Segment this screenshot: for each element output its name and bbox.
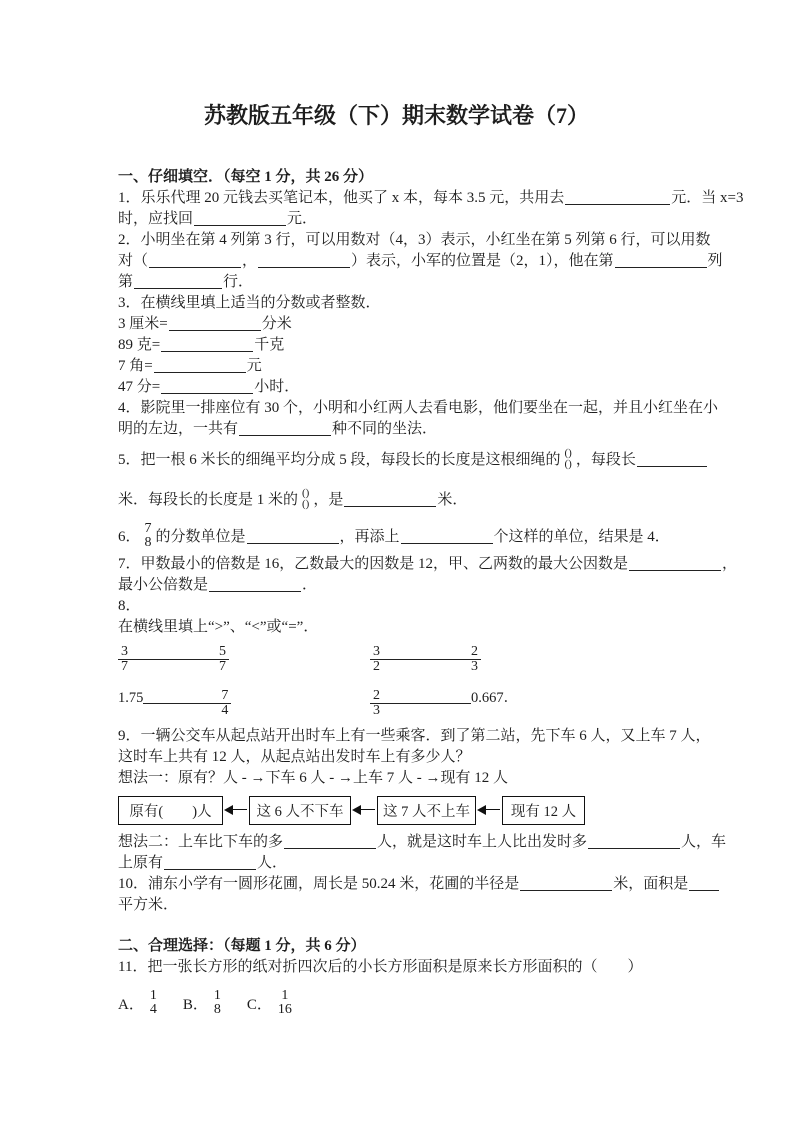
question-9-text: 人． (257, 855, 288, 871)
question-5-line-2 (118, 480, 678, 520)
fraction-denominator: 7 (118, 659, 131, 674)
fraction-denominator: 7 (216, 659, 229, 674)
blank-underline (383, 703, 471, 704)
fraction-denominator: 2 (370, 659, 383, 674)
fraction-blank (565, 448, 572, 470)
question-2-text: 列 (707, 253, 723, 269)
unit-conversion-text: 47 分= (118, 379, 161, 395)
question-3-item-cm (118, 314, 678, 335)
question-11-options (118, 984, 678, 1022)
fraction-numerator: 2 (373, 687, 380, 703)
question-5-line-1 (118, 440, 678, 480)
blank-underline (134, 275, 222, 289)
question-10-line-1 (118, 874, 689, 895)
option-c-label: C． (246, 996, 272, 1013)
decimal-value: 1.75 (118, 690, 144, 706)
fraction-numerator: 2 (471, 643, 478, 659)
fraction-numerator: 5 (219, 643, 226, 659)
blank-underline (689, 877, 719, 891)
question-4-line-1: 4．影院里一排座位有 30 个，小明和小红两人去看电影，他们要坐在一起，并且小红坐在小 (118, 400, 719, 416)
fraction-five-sevenths (216, 645, 229, 674)
question-6-text: ，再添上 (339, 529, 400, 545)
question-2-text: ）表示，小军的位置是（2，1），他在第 (351, 253, 614, 269)
fraction-two-thirds (370, 689, 383, 718)
question-9-line-1: 9．一辆公交车从起点站开出时车上有一些乘客．到了第二站，先下车 6 人，又上车 7 人， (118, 728, 711, 744)
blank-underline (383, 659, 468, 660)
question-9-line-2: 这时车上共有 12 人，从起点站出发时车上有多少人？ (118, 749, 471, 765)
question-2-line-3 (118, 272, 678, 293)
fraction-numerator: 3 (373, 643, 380, 659)
question-5-text: ，每段长 (575, 452, 636, 468)
question-6-text: 6． (118, 529, 141, 545)
question-9-text: 人，就是这时车上人比出发时多 (377, 834, 588, 850)
question-3-item-jiao (118, 356, 678, 377)
question-2-text: 行． (223, 274, 254, 290)
question-9-text: 人，车 (681, 834, 727, 850)
left-arrow-icon (224, 804, 248, 816)
question-2-text: 第 (118, 274, 134, 290)
question-3-item-min (118, 377, 678, 398)
unit-conversion-text: 3 厘米= (118, 316, 168, 332)
option-b-label: B． (182, 996, 208, 1013)
question-7-text: 最小公倍数是 (118, 577, 209, 593)
blank-underline (565, 191, 670, 205)
question-1-text: 元． (287, 211, 318, 227)
question-8-number: 8． (118, 598, 141, 614)
fraction-one-sixteenth (278, 989, 292, 1017)
fraction-numerator: () (564, 446, 572, 459)
question-3-intro: 3．在横线里填上适当的分数或者整数． (118, 295, 381, 311)
question-2-text: ， (242, 253, 258, 269)
question-7-line-2 (118, 575, 678, 596)
blank-underline (629, 557, 721, 571)
question-5-text: 米． (437, 492, 468, 508)
question-8-intro: 在横线里填上“>”、“<”或“=”． (118, 619, 319, 635)
section-2-heading: 二、合理选择：（每题 1 分，共 6 分） (118, 938, 366, 954)
blank-underline (637, 453, 707, 467)
blank-underline (131, 659, 216, 660)
blank-underline (284, 835, 376, 849)
question-2-line-2 (118, 251, 723, 272)
question-2-text: 2．小明坐在第 4 列第 3 行，可以用数对（4，3）表示，小红坐在第 5 列第 6 行，可以用数 (118, 232, 711, 248)
question-1-text: 元．当 x=3 (671, 190, 744, 206)
question-4-text: 种不同的坐法． (332, 421, 438, 437)
comparison-row-2 (118, 686, 678, 720)
question-9-method-2-line-1 (118, 832, 727, 853)
paper-content (0, 167, 793, 1022)
fraction-seven-fourths (218, 689, 231, 718)
fraction-denominator: () (302, 497, 310, 510)
question-4-line-2 (118, 419, 678, 440)
question-3-item-g (118, 335, 678, 356)
unit-conversion-text: 千克 (254, 337, 285, 353)
fraction-one-eighth (214, 989, 221, 1017)
fraction-numerator: () (302, 486, 310, 499)
comparison-2 (370, 642, 481, 676)
question-6-text: 个这样的单位，结果是 4． (493, 529, 670, 545)
question-10-text: 10．浦东小学有一圆形花圃，周长是 50.24 米，花圃的半径是 (118, 876, 520, 892)
blank-underline (154, 359, 246, 373)
comparison-3-group (118, 686, 231, 720)
blank-underline (615, 254, 707, 268)
page-title: 苏教版五年级（下）期末数学试卷（7） (203, 103, 589, 128)
option-c (247, 989, 296, 1017)
blank-underline (161, 338, 253, 352)
unit-conversion-text: 小时． (254, 379, 300, 395)
fraction-two-thirds (468, 645, 481, 674)
question-11: 11．把一张长方形的纸对折四次后的小长方形面积是原来长方形面积的（ ） (118, 959, 643, 975)
unit-conversion-text: 元 (246, 358, 262, 374)
fraction-numerator: 7 (144, 520, 152, 536)
question-5-text: 米．每段长的长度是 1 米的 (118, 492, 299, 508)
question-6-text: 的分数单位是 (155, 529, 246, 545)
fraction-denominator: 8 (144, 534, 152, 550)
comparison-1 (118, 642, 370, 676)
option-a-label: A． (118, 996, 144, 1013)
question-9-method-1: 想法一：原有？人 - →下车 6 人 - →上车 7 人 - →现有 12 人 (118, 770, 508, 786)
fraction-denominator: 16 (277, 1002, 292, 1017)
question-10-text: 米，面积是 (613, 876, 689, 892)
question-6 (118, 520, 678, 554)
question-4-text: 明的左边，一共有 (118, 421, 239, 437)
comparison-4 (370, 686, 518, 720)
question-1-text: 1．乐乐代理 20 元钱去买笔记本，他买了 x 本，每本 3.5 元，共用去 (118, 190, 565, 206)
blank-underline (161, 380, 253, 394)
fraction-blank (302, 488, 309, 510)
fraction-denominator: 3 (468, 659, 481, 674)
fraction-denominator: 3 (370, 703, 383, 718)
blank-underline (194, 212, 286, 226)
unit-conversion-text: 89 克= (118, 337, 161, 353)
section-1-heading: 一、仔细填空．（每空 1 分，共 26 分） (118, 169, 374, 185)
question-1-text: 时，应找回 (118, 211, 194, 227)
question-5-text: 5．把一根 6 米长的细绳平均分成 5 段，每段长的长度是这根细绳的 (118, 452, 561, 468)
blank-underline (164, 856, 256, 870)
question-9-method-2-line-2 (118, 853, 678, 874)
blank-underline (239, 422, 331, 436)
comparison-4-group (370, 686, 518, 720)
left-arrow-icon (477, 804, 501, 816)
question-7-text: ． (302, 577, 318, 593)
blank-underline (143, 703, 218, 704)
comparison-3 (118, 686, 370, 720)
question-2-line-1 (118, 230, 711, 251)
blank-underline (520, 877, 612, 891)
fraction-numerator: 1 (281, 988, 289, 1003)
question-1-line-2 (118, 209, 678, 230)
fraction-three-halves (370, 645, 383, 674)
blank-underline (209, 578, 301, 592)
question-1-line-1 (118, 188, 744, 209)
fraction-denominator: () (564, 457, 572, 470)
comparison-row-1 (118, 642, 678, 676)
flowchart-box-not-on: 这 7 人不上车 (377, 796, 476, 825)
unit-conversion-text: 7 角= (118, 358, 153, 374)
left-arrow-icon (352, 804, 376, 816)
question-7-text: ， (722, 556, 738, 572)
question-7-line-1 (118, 554, 738, 575)
fraction-numerator: 1 (149, 988, 157, 1003)
flowchart-box-original: 原有( )人 (118, 796, 223, 825)
blank-underline (247, 530, 339, 544)
comparison-2-group (370, 642, 481, 676)
blank-underline (401, 530, 493, 544)
fraction-denominator: 8 (213, 1002, 221, 1017)
flowchart-box-now: 现有 12 人 (502, 796, 585, 825)
question-7-text: 7．甲数最小的倍数是 16，乙数最大的因数是 12，甲、乙两数的最大公因数是 (118, 556, 629, 572)
blank-underline (344, 493, 436, 507)
fraction-seven-eighths (145, 522, 152, 550)
fraction-numerator: 7 (221, 687, 229, 703)
decimal-value: 0.667． (471, 690, 519, 706)
unit-conversion-text: 分米 (261, 316, 292, 332)
fraction-three-sevenths (118, 645, 131, 674)
fraction-numerator: 1 (213, 988, 221, 1003)
blank-underline (149, 254, 241, 268)
blank-underline (588, 835, 680, 849)
comparison-1-group (118, 642, 229, 676)
question-10-line-2: 平方米． (118, 897, 179, 913)
fraction-denominator: 4 (218, 703, 231, 718)
question-9-text: 上原有 (118, 855, 164, 871)
question-9-text: 想法二：上车比下车的多 (118, 834, 284, 850)
blank-underline (258, 254, 350, 268)
option-a (118, 989, 161, 1017)
fraction-one-fourth (150, 989, 157, 1017)
question-2-text: 对（ (118, 253, 149, 269)
flowchart-box-not-off: 这 6 人不下车 (249, 796, 351, 825)
fraction-denominator: 4 (149, 1002, 157, 1017)
flowchart (118, 794, 678, 826)
question-5-text: ，是 (313, 492, 344, 508)
fraction-numerator: 3 (121, 643, 128, 659)
blank-underline (169, 317, 261, 331)
option-b (183, 989, 225, 1017)
